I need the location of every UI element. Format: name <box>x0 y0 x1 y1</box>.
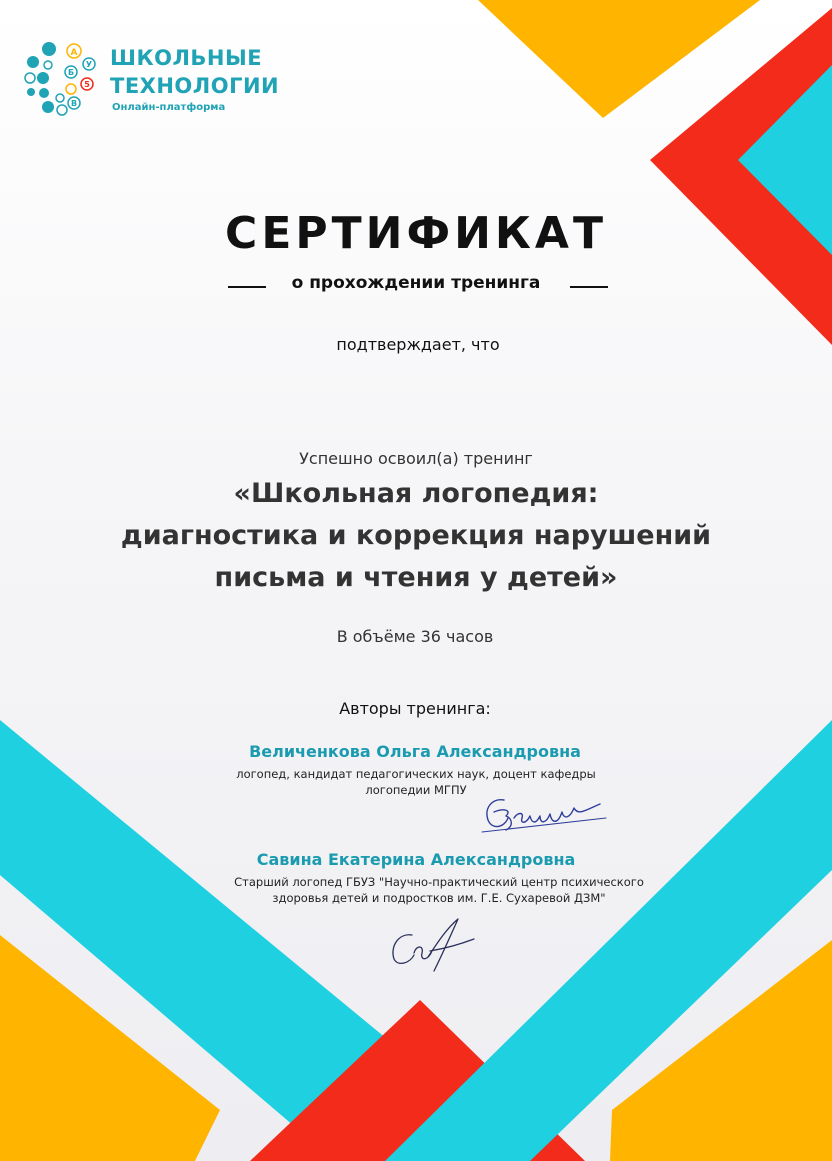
svg-text:А: А <box>70 48 78 58</box>
author-description <box>0 874 832 906</box>
completed-text: Успешно освоил(а) тренинг <box>299 449 533 468</box>
logo-dots-icon <box>22 40 102 118</box>
decor-yellow-top <box>478 0 760 118</box>
course-title-line2: диагностика и коррекция нарушений <box>120 520 712 551</box>
author-name: Величенкова Ольга Александровна <box>249 742 581 761</box>
author-description <box>0 766 832 798</box>
course-title-line1: «Школьная логопедия: <box>233 478 599 509</box>
course-title-line3: письма и чтения у детей» <box>214 562 618 593</box>
logo-tagline: Онлайн-платформа <box>112 102 226 113</box>
signature-2 <box>384 915 484 977</box>
logo-line2: ТЕХНОЛОГИИ <box>110 74 280 98</box>
certificate-title: СЕРТИФИКАТ <box>225 208 607 259</box>
logo-line1: ШКОЛЬНЫЕ <box>110 46 263 70</box>
signature-1 <box>474 790 614 840</box>
author-description-line2: здоровья детей и подростков им. Г.Е. Сухаревой ДЗМ" <box>272 891 606 905</box>
svg-text:Б: Б <box>67 68 75 77</box>
hours-text: В объёме 36 часов <box>336 627 494 646</box>
course-title <box>0 473 832 599</box>
author-description-line2: логопедии МГПУ <box>365 783 467 797</box>
authors-heading: Авторы тренинга: <box>339 699 491 718</box>
logo <box>22 40 282 120</box>
author-description-line1: Старший логопед ГБУЗ "Научно-практический центр психического <box>234 875 644 889</box>
svg-text:У: У <box>85 60 93 69</box>
confirms-text: подтверждает, что <box>336 335 500 354</box>
svg-text:В: В <box>70 99 78 108</box>
certificate-subtitle: о прохождении тренинга <box>291 273 541 293</box>
author-name: Савина Екатерина Александровна <box>256 850 576 869</box>
subtitle-rule-right <box>570 286 608 288</box>
author-description-line1: логопед, кандидат педагогических наук, доцент кафедры <box>236 767 596 781</box>
svg-text:5: 5 <box>84 80 90 89</box>
